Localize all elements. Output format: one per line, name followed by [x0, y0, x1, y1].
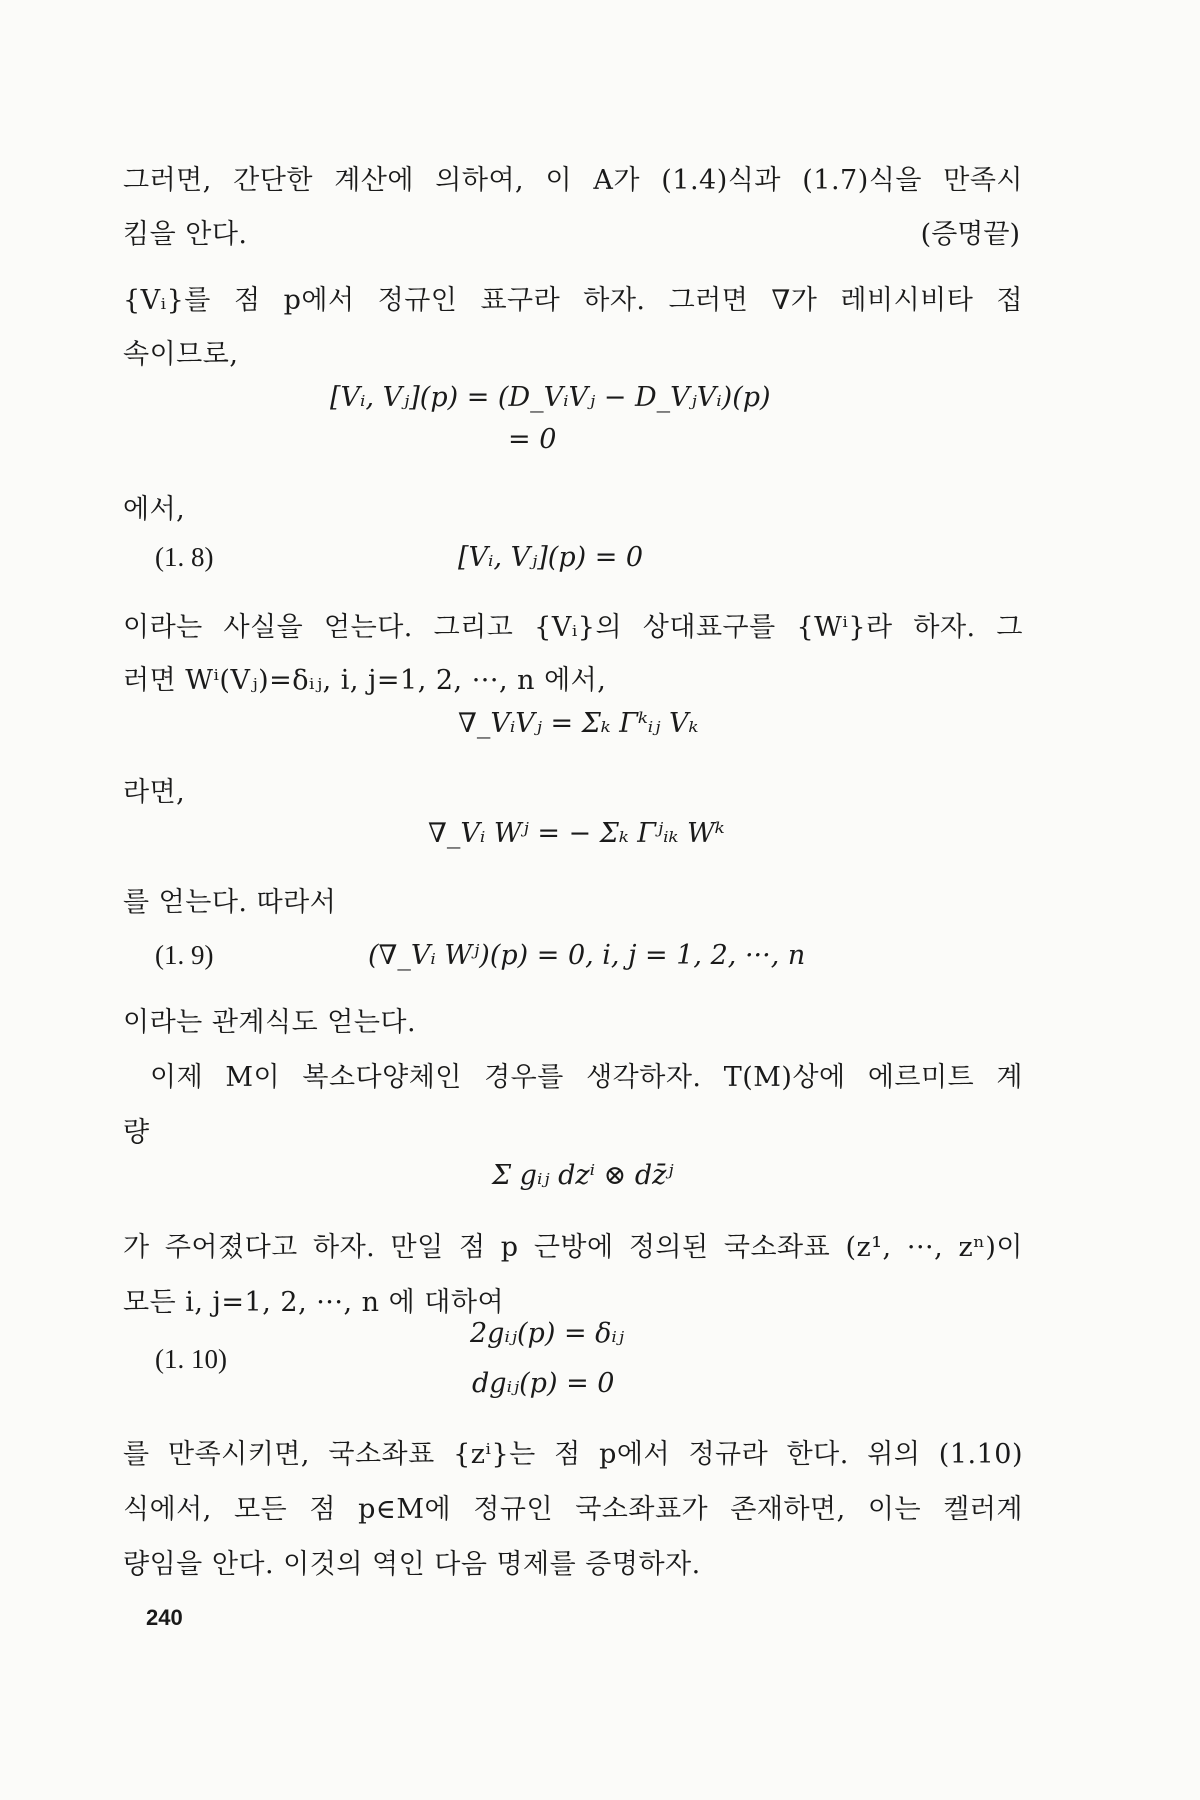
paragraph-line: {Vᵢ}를 점 p에서 정규인 표구라 하자. 그러면 ∇가 레비시비타 접 [123, 285, 1023, 316]
paragraph-line: 를 얻는다. 따라서 [123, 887, 337, 918]
paragraph-line: 그러면, 간단한 계산에 의하여, 이 A가 (1.4)식과 (1.7)식을 만족시 [123, 165, 1023, 196]
hermitian-metric: Σ gᵢⱼ dzⁱ ⊗ dz̄ʲ [492, 1160, 674, 1191]
paragraph-line: 식에서, 모든 점 p∈M에 정규인 국소좌표가 존재하면, 이는 켈러계 [123, 1494, 1023, 1525]
connection-equation: ∇_VᵢVⱼ = Σₖ Γᵏᵢⱼ Vₖ [458, 708, 699, 739]
equation-1-10-a: 2gᵢⱼ(p) = δᵢⱼ [470, 1318, 624, 1349]
equation-1-8: [Vᵢ, Vⱼ](p) = 0 [458, 542, 644, 573]
bracket-equation-line2: = 0 [508, 424, 557, 455]
equation-number: (1. 8) [155, 542, 214, 572]
paragraph-line: 를 만족시키면, 국소좌표 {zⁱ}는 점 p에서 정규라 한다. 위의 (1.10) [123, 1439, 1023, 1470]
paragraph-line: 가 주어졌다고 하자. 만일 점 p 근방에 정의된 국소좌표 (z¹, ···, zⁿ)이 [123, 1232, 1023, 1263]
paragraph-line: 속이므로, [123, 339, 239, 370]
equation-number: (1. 9) [155, 940, 214, 970]
page-number: 240 [146, 1605, 183, 1630]
paragraph-line: 량임을 안다. 이것의 역인 다음 명제를 증명하자. [123, 1549, 701, 1580]
paragraph-line: 이제 M이 복소다양체인 경우를 생각하자. T(M)상에 에르미트 계 [150, 1062, 1023, 1093]
paragraph-line: 이라는 관계식도 얻는다. [123, 1007, 417, 1038]
dual-connection-equation: ∇_Vᵢ Wʲ = − Σₖ Γʲᵢₖ Wᵏ [428, 818, 725, 849]
paragraph-line: 이라는 사실을 얻는다. 그리고 {Vᵢ}의 상대표구를 {Wⁱ}라 하자. 그 [123, 612, 1023, 643]
paragraph-line: 량 [123, 1117, 150, 1148]
paragraph-line: 라면, [123, 777, 186, 808]
equation-number: (1. 10) [155, 1344, 227, 1374]
bracket-equation-line1: [Vᵢ, Vⱼ](p) = (D_VᵢVⱼ − D_VⱼVᵢ)(p) [330, 382, 771, 413]
paragraph-line: 러면 Wⁱ(Vⱼ)=δᵢⱼ, i, j=1, 2, ···, n 에서, [123, 665, 607, 696]
paragraph-line: 킴을 안다. [123, 219, 248, 250]
paragraph-line: 모든 i, j=1, 2, ···, n 에 대하여 [123, 1287, 505, 1318]
equation-1-10-b: dgᵢⱼ(p) = 0 [472, 1368, 615, 1399]
paragraph-line: 에서, [123, 494, 186, 525]
qed-marker: (증명끝) [920, 219, 1020, 250]
equation-1-9: (∇_Vᵢ Wʲ)(p) = 0, i, j = 1, 2, ···, n [368, 940, 806, 971]
